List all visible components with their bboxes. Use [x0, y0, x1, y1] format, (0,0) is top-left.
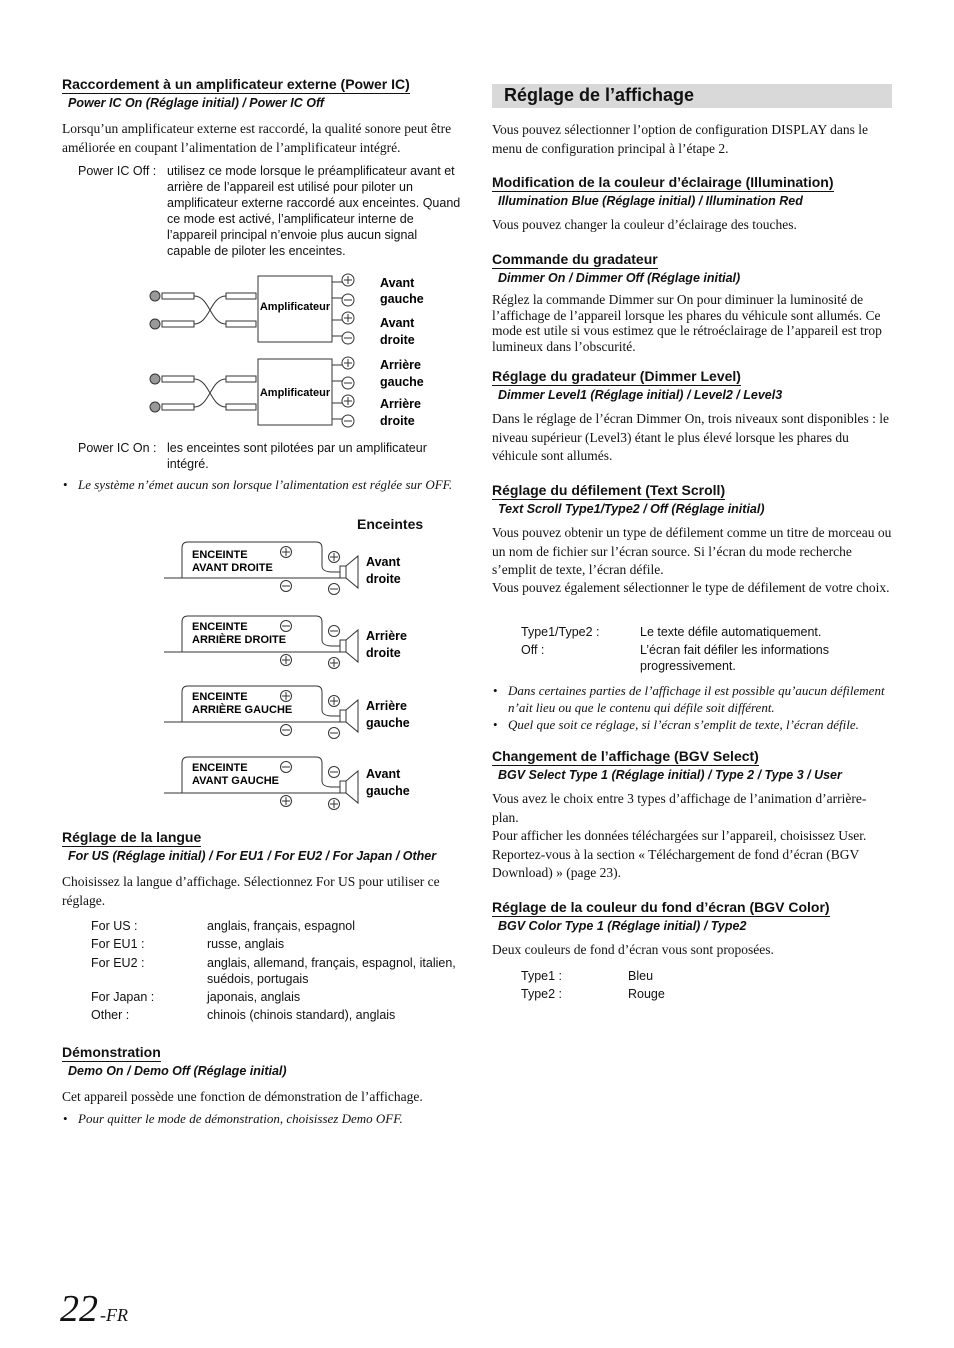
langue-def: anglais, allemand, français, espagnol, italien, suédois, portugais: [207, 956, 456, 986]
svg-text:Avant: Avant: [366, 555, 401, 569]
bgv-text: Vous avez le choix entre 3 types d’affichage de l’animation d’arrière-plan.: [492, 791, 867, 825]
bgvcolor-term: Type1 :: [521, 969, 562, 983]
langue-intro: Choisissez la langue d’affichage. Sélectionnez For US pour utiliser ce réglage.: [62, 874, 440, 908]
svg-text:Arrière: Arrière: [380, 397, 421, 411]
scroll-def: L’écran fait défiler les informations progressivement.: [640, 643, 829, 673]
power-ic-off-term: Power IC Off :: [78, 164, 157, 178]
scroll-note-2: Quel que soit ce réglage, si l’écran s’emplit de texte, l’écran défile.: [508, 717, 859, 732]
bullet: •: [63, 1111, 68, 1126]
langue-def: japonais, anglais: [207, 990, 301, 1004]
svg-text:ARRIÈRE DROITE: ARRIÈRE DROITE: [192, 634, 287, 646]
speaker-rear-left: [164, 686, 410, 739]
langue-term: For EU1 :: [91, 937, 145, 951]
bgv-options: BGV Select Type 1 (Réglage initial) / Type 2 / Type 3 / User: [498, 768, 842, 782]
langue-term: Other :: [91, 1008, 130, 1022]
svg-text:Avant: Avant: [380, 316, 415, 330]
demo-note: Pour quitter le mode de démonstration, choisissez Demo OFF.: [78, 1111, 403, 1126]
page-suffix: -FR: [100, 1305, 128, 1325]
bgvcolor-def: Bleu: [628, 969, 654, 983]
display-intro: Vous pouvez sélectionner l’option de configuration DISPLAY dans le menu de configuration principal à l’étape 2.: [492, 122, 868, 156]
bgvcolor-options: BGV Color Type 1 (Réglage initial) / Type2: [498, 919, 747, 933]
scroll-term: Type1/Type2 :: [521, 625, 600, 639]
section-banner: [492, 84, 892, 108]
svg-text:Avant: Avant: [366, 767, 401, 781]
amp-group-front: [150, 274, 424, 347]
dimmer-options: Dimmer On / Dimmer Off (Réglage initial): [498, 271, 741, 285]
dimmer-heading: Commande du gradateur: [492, 251, 658, 267]
svg-text:droite: droite: [366, 646, 401, 660]
svg-text:ARRIÈRE GAUCHE: ARRIÈRE GAUCHE: [192, 704, 293, 716]
svg-text:droite: droite: [380, 333, 415, 347]
langue-term: For Japan :: [91, 990, 155, 1004]
svg-text:Arrière: Arrière: [366, 699, 407, 713]
speaker-diagram-title: Enceintes: [357, 516, 424, 532]
bgvcolor-term: Type2 :: [521, 987, 562, 1001]
scroll-text: Vous pouvez obtenir un type de défilement comme un titre de morceau ou un nom de fichier sur l’écran source. Si l’écran du mode recherche s’emplit de texte, l’écran défile.: [492, 525, 892, 577]
bullet: •: [63, 477, 68, 492]
dimmer-text: Réglez la commande Dimmer sur On pour diminuer la luminosité de l’affichage de l’appareil lorsque les phares du véhicule sont allumés. Ce mode est utile si vous estimez que le rétroéclairage de l’appareil est trop lumineux dans l’obscurité.: [492, 292, 882, 354]
illum-options: Illumination Blue (Réglage initial) / Illumination Red: [498, 194, 803, 208]
demo-options: Demo On / Demo Off (Réglage initial): [68, 1064, 287, 1078]
svg-text:ENCEINTE: ENCEINTE: [192, 762, 248, 774]
section-title: Réglage de l’affichage: [504, 85, 695, 105]
amp-label-2: Amplificateur: [259, 387, 331, 399]
power-ic-intro: Lorsqu’un amplificateur externe est raccordé, la qualité sonore peut être améliorée en coupant l’alimentation de l’amplificateur intégré.: [62, 121, 452, 155]
svg-text:droite: droite: [380, 414, 415, 428]
bgvcolor-text: Deux couleurs de fond d’écran vous sont proposées.: [492, 942, 774, 957]
svg-text:gauche: gauche: [366, 784, 410, 798]
svg-text:ENCEINTE: ENCEINTE: [192, 621, 248, 633]
amp-group-rear: [150, 357, 424, 428]
svg-text:gauche: gauche: [366, 716, 410, 730]
langue-options: For US (Réglage initial) / For EU1 / For EU2 / For Japan / Other: [68, 849, 437, 863]
speaker-front-left: [164, 757, 410, 810]
bgvcolor-heading: Réglage de la couleur du fond d’écran (BGV Color): [492, 899, 830, 915]
svg-text:Avant: Avant: [380, 276, 415, 290]
scroll-note-1: Dans certaines parties de l’affichage il est possible qu’aucun défilement n’ait lieu ou que le contenu qui défile soit différent.: [508, 683, 885, 715]
power-ic-on-def: les enceintes sont pilotées par un amplificateur intégré.: [167, 441, 427, 471]
bgv-text-2: Pour afficher les données téléchargées sur l’appareil, choisissez User. Reportez-vous à la section « Téléchargement de fond d’écran (BGV Download) » (page 23).: [492, 828, 867, 880]
langue-def: anglais, français, espagnol: [207, 919, 356, 933]
amp-label-1: Amplificateur: [259, 301, 331, 313]
svg-text:Arrière: Arrière: [366, 629, 407, 643]
langue-term: For US :: [91, 919, 138, 933]
bgvcolor-def: Rouge: [628, 987, 665, 1001]
power-ic-note: Le système n’émet aucun son lorsque l’alimentation est réglée sur OFF.: [78, 477, 453, 492]
power-ic-heading: Raccordement à un amplificateur externe (Power IC): [62, 76, 410, 92]
scroll-term: Off :: [521, 643, 545, 657]
bullet: •: [493, 683, 498, 698]
svg-text:ENCEINTE: ENCEINTE: [192, 691, 248, 703]
speaker-front-right: [164, 542, 401, 595]
illum-heading: Modification de la couleur d’éclairage (Illumination): [492, 174, 834, 190]
speaker-wiring-diagram: [160, 540, 460, 810]
dimlevel-text: Dans le réglage de l’écran Dimmer On, trois niveaux sont disponibles : le niveau supérieur (Level3) étant le plus élevé lorsque les phares du véhicule sont allumés.: [492, 411, 890, 463]
langue-heading: Réglage de la langue: [62, 829, 202, 845]
demo-intro: Cet appareil possède une fonction de démonstration de l’affichage.: [62, 1089, 423, 1104]
scroll-text-2: Vous pouvez également sélectionner le type de défilement de votre choix.: [492, 580, 890, 595]
scroll-heading: Réglage du défilement (Text Scroll): [492, 482, 726, 498]
svg-text:gauche: gauche: [380, 375, 424, 389]
svg-text:ENCEINTE: ENCEINTE: [192, 549, 248, 561]
scroll-def: Le texte défile automatiquement.: [640, 625, 822, 639]
dimlevel-options: Dimmer Level1 (Réglage initial) / Level2 / Level3: [498, 388, 783, 402]
bullet: •: [493, 717, 498, 732]
svg-text:gauche: gauche: [380, 292, 424, 306]
amplifier-wiring-diagram: [140, 268, 460, 434]
svg-text:AVANT DROITE: AVANT DROITE: [192, 562, 273, 574]
power-ic-options: Power IC On (Réglage initial) / Power IC Off: [68, 96, 325, 110]
illum-text: Vous pouvez changer la couleur d’éclairage des touches.: [492, 217, 797, 232]
scroll-options: Text Scroll Type1/Type2 / Off (Réglage initial): [498, 502, 765, 516]
speaker-rear-right: [164, 616, 407, 669]
langue-def: russe, anglais: [207, 937, 285, 951]
page-number: 22: [60, 1288, 98, 1330]
bgv-heading: Changement de l’affichage (BGV Select): [492, 748, 759, 764]
power-ic-on-term: Power IC On :: [78, 441, 157, 455]
svg-text:droite: droite: [366, 572, 401, 586]
demo-heading: Démonstration: [62, 1044, 161, 1060]
langue-def: chinois (chinois standard), anglais: [207, 1008, 396, 1022]
dimlevel-heading: Réglage du gradateur (Dimmer Level): [492, 368, 741, 384]
langue-term: For EU2 :: [91, 956, 145, 970]
svg-text:AVANT GAUCHE: AVANT GAUCHE: [192, 775, 279, 787]
svg-text:Arrière: Arrière: [380, 358, 421, 372]
power-ic-off-def: utilisez ce mode lorsque le préamplificateur avant et arrière de l’appareil est utilisé pour piloter un amplificateur externe raccordé aux enceintes. Quand ce mode est activé, l’amplificateur interne de l’appareil principal n’envoie plus aucun signal capable de piloter les enceintes.: [167, 164, 461, 258]
